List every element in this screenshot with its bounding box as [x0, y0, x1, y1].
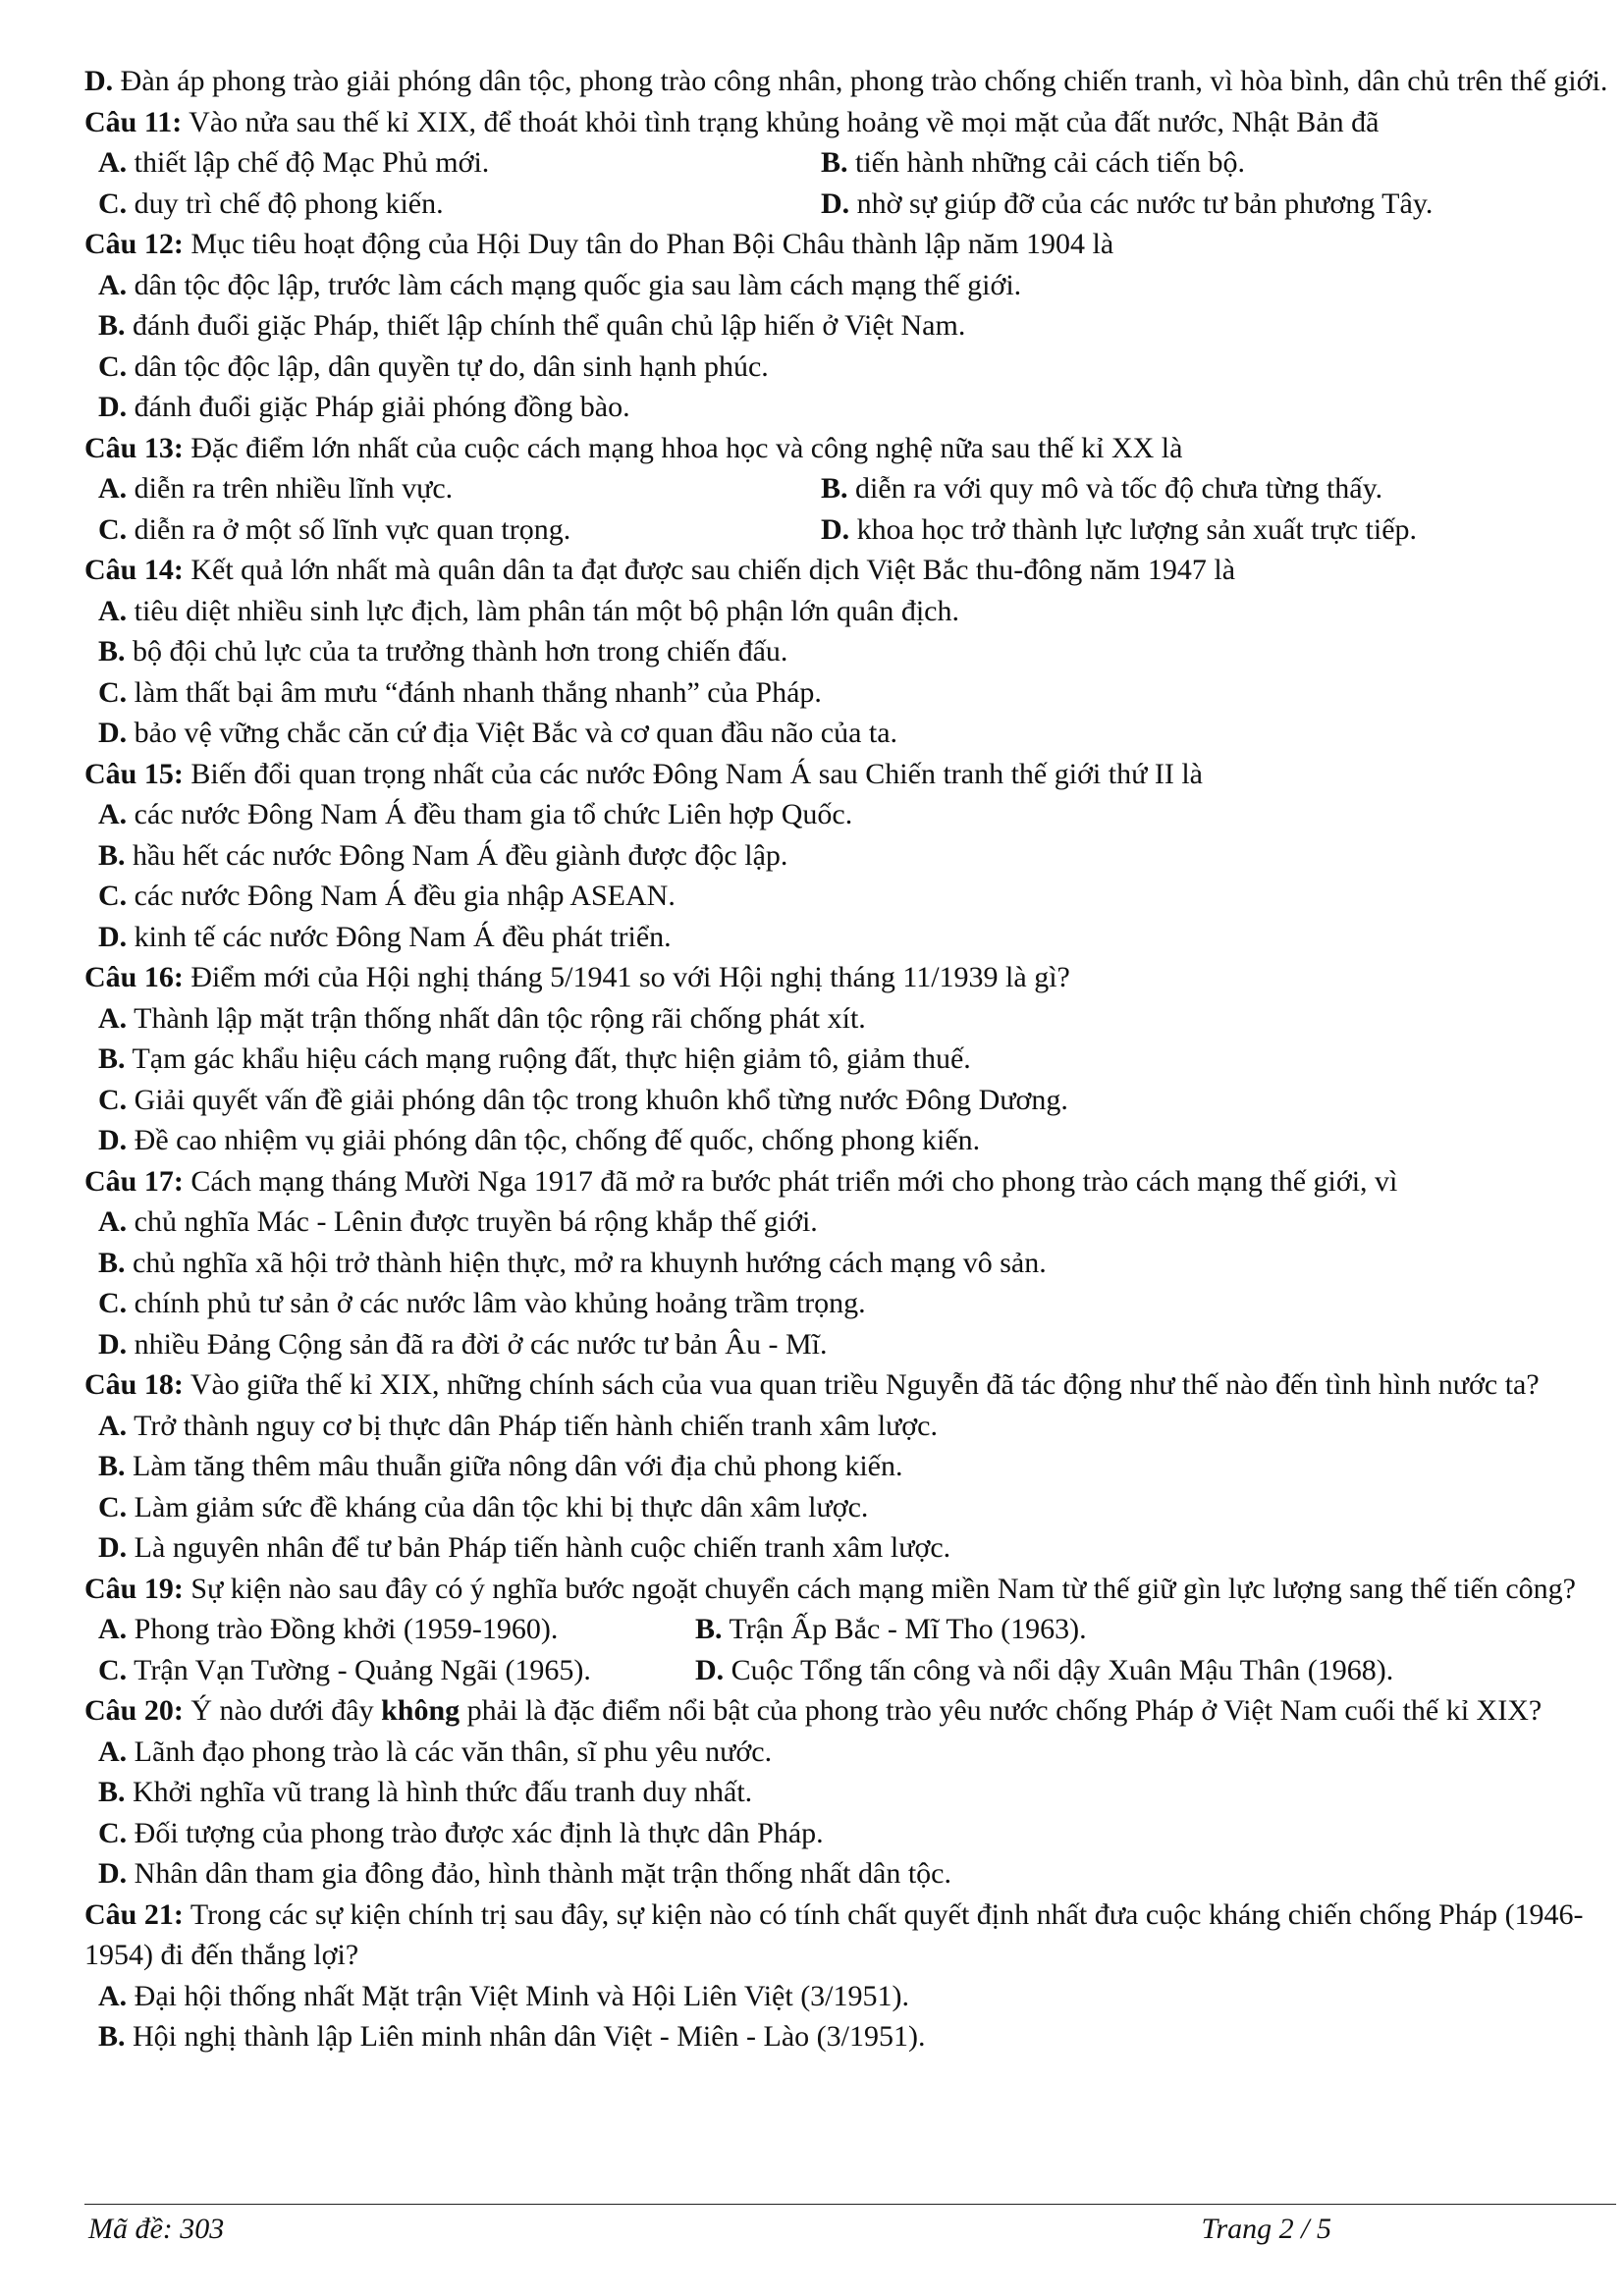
option-c: C. dân tộc độc lập, dân quyền tự do, dân sinh hạnh phúc. — [98, 349, 769, 383]
option-row — [84, 1609, 1616, 1650]
question-stem: Điểm mới của Hội nghị tháng 5/1941 so với Hội nghị tháng 11/1939 là gì? — [190, 961, 1070, 993]
question-stem-post: phải là đặc điểm nổi bật của phong trào yêu nước chống Pháp ở Việt Nam cuối thế kỉ XIX? — [460, 1694, 1543, 1727]
option-d: D. nhiều Đảng Cộng sản đã ra đời ở các nước tư bản Âu - Mĩ. — [98, 1327, 828, 1361]
option-b: B. Khởi nghĩa vũ trang là hình thức đấu tranh duy nhất. — [98, 1776, 753, 1808]
option-text: Trận Vạn Tường - Quảng Ngãi (1965). — [134, 1653, 591, 1686]
option-d: D. kinh tế các nước Đông Nam Á đều phát triển. — [98, 920, 672, 953]
option-a: A. Trở thành nguy cơ bị thực dân Pháp tiến hành chiến tranh xâm lược. — [98, 1409, 938, 1442]
option-a: A. tiêu diệt nhiều sinh lực địch, làm phân tán một bộ phận lớn quân địch. — [98, 594, 959, 627]
option-c: C. Giải quyết vấn đề giải phóng dân tộc trong khuôn khổ từng nước Đông Dương. — [98, 1083, 1068, 1116]
option-text: khoa học trở thành lực lượng sản xuất trực tiếp. — [856, 512, 1418, 546]
option-text: thiết lập chế độ Mạc Phủ mới. — [134, 146, 490, 179]
question-17 — [84, 1161, 1616, 1365]
question-13 — [84, 428, 1616, 551]
option-row — [84, 1650, 1616, 1691]
option-d: D. Đề cao nhiệm vụ giải phóng dân tộc, chống đế quốc, chống phong kiến. — [98, 1124, 981, 1156]
option-b: B. đánh đuổi giặc Pháp, thiết lập chính thể quân chủ lập hiến ở Việt Nam. — [98, 309, 966, 342]
option-c: C. làm thất bại âm mưu “đánh nhanh thắng nhanh” của Pháp. — [98, 675, 822, 709]
question-stem: Cách mạng tháng Mười Nga 1917 đã mở ra bước phát triển mới cho phong trào cách mạng thế giới, vì — [190, 1164, 1398, 1198]
option-d: D. Nhân dân tham gia đông đảo, hình thành mặt trận thống nhất dân tộc. — [98, 1857, 951, 1890]
option-row — [84, 468, 1616, 509]
option-row — [84, 509, 1616, 551]
option-text: tiến hành những cải cách tiến bộ. — [855, 146, 1245, 179]
option-letter: D. — [821, 187, 850, 220]
option-letter: B. — [821, 472, 848, 505]
question-label: Câu 19: — [84, 1572, 184, 1605]
option-text: diễn ra ở một số lĩnh vực quan trọng. — [134, 512, 571, 546]
option-c: C. Đối tượng của phong trào được xác định là thực dân Pháp. — [98, 1816, 824, 1849]
option-text: diễn ra trên nhiều lĩnh vực. — [134, 472, 454, 505]
page-number: Trang 2 / 5 — [1201, 2213, 1331, 2245]
question-label: Câu 18: — [84, 1368, 184, 1401]
question-stem: Mục tiêu hoạt động của Hội Duy tân do Phan Bội Châu thành lập năm 1904 là — [190, 228, 1114, 260]
option-text: duy trì chế độ phong kiến. — [134, 187, 444, 220]
question-stem: Kết quả lớn nhất mà quân dân ta đạt được sau chiến dịch Việt Bắc thu-đông năm 1947 là — [190, 554, 1236, 586]
option-b: B. hầu hết các nước Đông Nam Á đều giành được độc lập. — [98, 838, 788, 872]
option-b: B. Hội nghị thành lập Liên minh nhân dân Việt - Miên - Lào (3/1951). — [98, 2020, 926, 2053]
option-a: A. Thành lập mặt trận thống nhất dân tộc rộng rãi chống phát xít. — [98, 1001, 866, 1035]
option-a: A. Lãnh đạo phong trào là các văn thân, sĩ phu yêu nước. — [98, 1735, 773, 1768]
question-21 — [84, 1895, 1616, 2057]
option-a: A. Đại hội thống nhất Mặt trận Việt Minh và Hội Liên Việt (3/1951). — [98, 1979, 910, 2012]
question-16 — [84, 957, 1616, 1161]
question-10-option-d — [84, 61, 1616, 102]
option-text: nhờ sự giúp đỡ của các nước tư bản phương Tây. — [856, 187, 1434, 220]
option-text: Phong trào Đồng khởi (1959-1960). — [134, 1613, 559, 1645]
option-a: A. các nước Đông Nam Á đều tham gia tổ chức Liên hợp Quốc. — [98, 798, 853, 830]
option-text: Trận Ấp Bắc - Mĩ Tho (1963). — [729, 1613, 1087, 1645]
question-label: Câu 11: — [84, 105, 183, 138]
option-text: Đàn áp phong trào giải phóng dân tộc, phong trào công nhân, phong trào chống chiến tranh, vì hòa bình, dân chủ trên thế giới. — [120, 65, 1608, 97]
option-text: Cuộc Tổng tấn công và nổi dậy Xuân Mậu Thân (1968). — [731, 1653, 1394, 1686]
question-label: Câu 13: — [84, 431, 184, 464]
question-19 — [84, 1569, 1616, 1691]
question-11 — [84, 102, 1616, 225]
question-14 — [84, 550, 1616, 754]
question-12 — [84, 224, 1616, 428]
question-label: Câu 20: — [84, 1694, 184, 1727]
option-letter: D. — [821, 512, 850, 546]
option-c: C. Làm giảm sức đề kháng của dân tộc khi bị thực dân xâm lược. — [98, 1490, 869, 1523]
question-label: Câu 16: — [84, 961, 184, 993]
option-a: A. chủ nghĩa Mác - Lênin được truyền bá rộng khắp thế giới. — [98, 1205, 818, 1238]
exam-code: Mã đề: 303 — [88, 2213, 225, 2245]
question-stem: Trong các sự kiện chính trị sau đây, sự kiện nào có tính chất quyết định nhất đưa cuộc kháng chiến chống Pháp (1946-1954) đi đến thắng lợi? — [84, 1897, 1584, 1971]
question-stem: Sự kiện nào sau đây có ý nghĩa bước ngoặt chuyển cách mạng miền Nam từ thế giữ gìn lực lượng sang thế tiến công? — [190, 1572, 1576, 1605]
question-label: Câu 17: — [84, 1164, 184, 1198]
question-label: Câu 12: — [84, 228, 184, 260]
option-letter: B. — [821, 146, 848, 179]
option-b: B. Làm tăng thêm mâu thuẫn giữa nông dân với địa chủ phong kiến. — [98, 1450, 903, 1482]
question-18 — [84, 1364, 1616, 1569]
option-b: B. Tạm gác khẩu hiệu cách mạng ruộng đất, thực hiện giảm tô, giảm thuế. — [98, 1042, 971, 1075]
option-d: D. bảo vệ vững chắc căn cứ địa Việt Bắc và cơ quan đầu não của ta. — [98, 717, 898, 749]
option-letter: C. — [98, 187, 128, 220]
option-letter: C. — [98, 512, 128, 546]
question-stem-pre: Ý nào dưới đây — [190, 1694, 382, 1727]
question-stem: Đặc điểm lớn nhất của cuộc cách mạng hhoa học và công nghệ nữa sau thế kỉ XX là — [190, 431, 1183, 464]
question-stem-emphasis: không — [381, 1694, 460, 1727]
option-letter: C. — [98, 1653, 128, 1686]
option-row — [84, 184, 1616, 225]
option-d: D. đánh đuổi giặc Pháp giải phóng đồng bào. — [98, 391, 630, 423]
question-label: Câu 14: — [84, 554, 184, 586]
question-label: Câu 21: — [84, 1897, 184, 1931]
option-b: B. chủ nghĩa xã hội trở thành hiện thực, mở ra khuynh hướng cách mạng vô sản. — [98, 1246, 1047, 1279]
exam-page — [84, 61, 1616, 2057]
question-stem: Vào giữa thế kỉ XIX, những chính sách của vua quan triều Nguyễn đã tác động như thế nào đến tình hình nước ta? — [189, 1368, 1540, 1401]
option-a: A. dân tộc độc lập, trước làm cách mạng quốc gia sau làm cách mạng thế giới. — [98, 268, 1022, 301]
option-c: C. các nước Đông Nam Á đều gia nhập ASEAN. — [98, 880, 676, 912]
option-letter: B. — [695, 1613, 723, 1645]
question-label: Câu 15: — [84, 757, 184, 790]
option-letter: A. — [98, 472, 128, 505]
page-footer — [84, 2204, 1616, 2246]
option-row — [84, 142, 1616, 184]
option-letter: D. — [84, 65, 114, 97]
option-text: diễn ra với quy mô và tốc độ chưa từng thấy. — [855, 472, 1383, 505]
option-b: B. bộ đội chủ lực của ta trưởng thành hơn trong chiến đấu. — [98, 635, 788, 667]
question-15 — [84, 754, 1616, 958]
question-20 — [84, 1690, 1616, 1895]
option-c: C. chính phủ tư sản ở các nước lâm vào khủng hoảng trầm trọng. — [98, 1287, 866, 1319]
question-stem: Vào nửa sau thế kỉ XIX, để thoát khỏi tình trạng khủng hoảng về mọi mặt của đất nước, Nhật Bản đã — [189, 105, 1380, 138]
question-stem: Biến đổi quan trọng nhất của các nước Đông Nam Á sau Chiến tranh thế giới thứ II là — [190, 757, 1203, 790]
option-d: D. Là nguyên nhân để tư bản Pháp tiến hành cuộc chiến tranh xâm lược. — [98, 1531, 951, 1564]
option-letter: A. — [98, 146, 128, 179]
option-letter: D. — [695, 1653, 725, 1686]
option-letter: A. — [98, 1613, 128, 1645]
